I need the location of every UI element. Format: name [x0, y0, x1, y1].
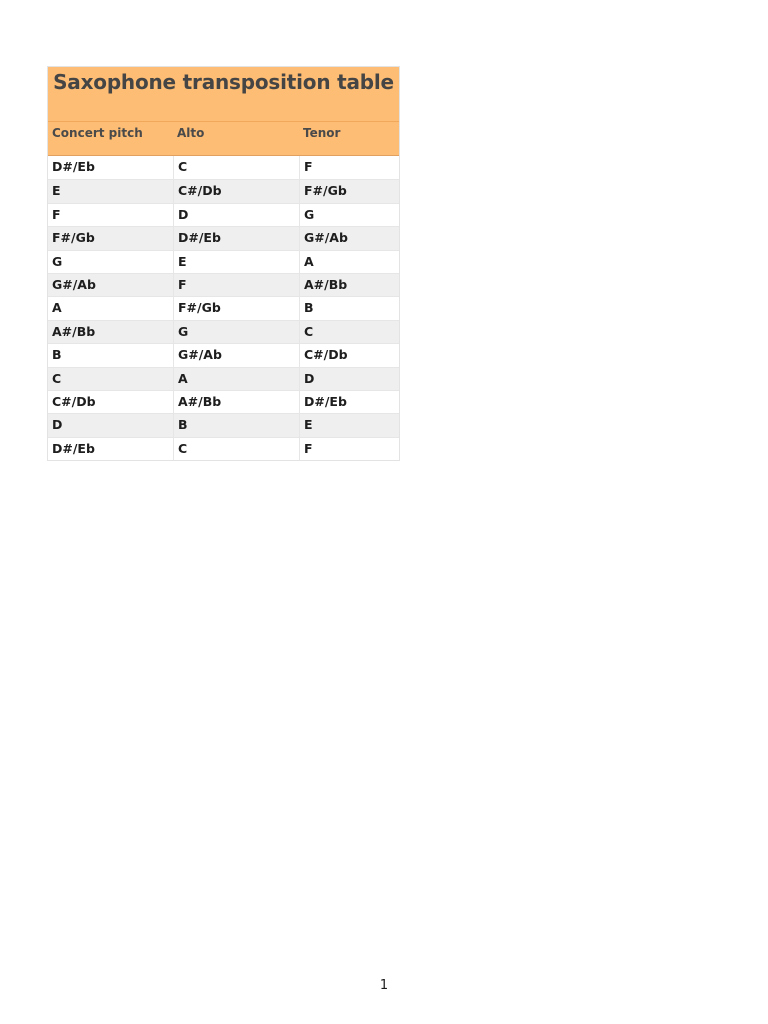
cell-tenor: C [299, 321, 399, 343]
transposition-table [47, 66, 400, 461]
cell-tenor: D [299, 368, 399, 390]
cell-concert-pitch: C [52, 370, 62, 386]
table-row [48, 390, 399, 413]
cell-tenor: F#/Gb [299, 180, 399, 202]
cell-tenor: C#/Db [299, 344, 399, 366]
cell-tenor: G#/Ab [299, 227, 399, 249]
cell-alto: G [173, 321, 299, 343]
cell-concert-pitch: F#/Gb [52, 230, 95, 246]
cell-concert-pitch: A#/Bb [52, 323, 96, 339]
table-row [48, 156, 399, 179]
cell-tenor: F [299, 156, 399, 179]
cell-concert-pitch: G#/Ab [52, 276, 96, 292]
cell-alto: A#/Bb [173, 391, 299, 413]
table-row [48, 296, 399, 319]
table-row [48, 320, 399, 343]
cell-alto: D#/Eb [173, 227, 299, 249]
table-header-row [48, 121, 399, 156]
cell-alto: F#/Gb [173, 297, 299, 319]
table-row [48, 179, 399, 202]
table-row [48, 413, 399, 436]
cell-tenor: D#/Eb [299, 391, 399, 413]
cell-alto: C#/Db [173, 180, 299, 202]
table-title-band [48, 67, 399, 121]
table-body [48, 156, 399, 460]
cell-alto: B [173, 414, 299, 436]
page-number: 1 [379, 978, 389, 993]
cell-tenor: G [299, 204, 399, 226]
table-row [48, 250, 399, 273]
cell-tenor: B [299, 297, 399, 319]
cell-alto: A [173, 368, 299, 390]
header-alto: Alto [177, 126, 205, 140]
table-row [48, 203, 399, 226]
cell-concert-pitch: A [52, 300, 62, 316]
cell-tenor: A#/Bb [299, 274, 399, 296]
cell-concert-pitch: C#/Db [52, 393, 96, 409]
cell-concert-pitch: G [52, 253, 63, 269]
table-row [48, 226, 399, 249]
cell-concert-pitch: F [52, 206, 61, 222]
cell-concert-pitch: E [52, 183, 61, 199]
table-row [48, 437, 399, 460]
cell-tenor: A [299, 251, 399, 273]
cell-tenor: E [299, 414, 399, 436]
table-row [48, 273, 399, 296]
cell-concert-pitch: D#/Eb [52, 159, 95, 174]
cell-alto: D [173, 204, 299, 226]
cell-concert-pitch: D [52, 417, 63, 433]
cell-concert-pitch: D#/Eb [52, 440, 95, 456]
cell-tenor: F [299, 438, 399, 460]
table-row [48, 367, 399, 390]
table-row [48, 343, 399, 366]
cell-alto: G#/Ab [173, 344, 299, 366]
header-concert-pitch: Concert pitch [52, 126, 143, 140]
cell-alto: F [173, 274, 299, 296]
header-tenor: Tenor [303, 126, 341, 140]
cell-alto: E [173, 251, 299, 273]
cell-concert-pitch: B [52, 347, 62, 363]
table-title: Saxophone transposition table [53, 70, 394, 94]
cell-alto: C [173, 438, 299, 460]
cell-alto: C [173, 156, 299, 179]
